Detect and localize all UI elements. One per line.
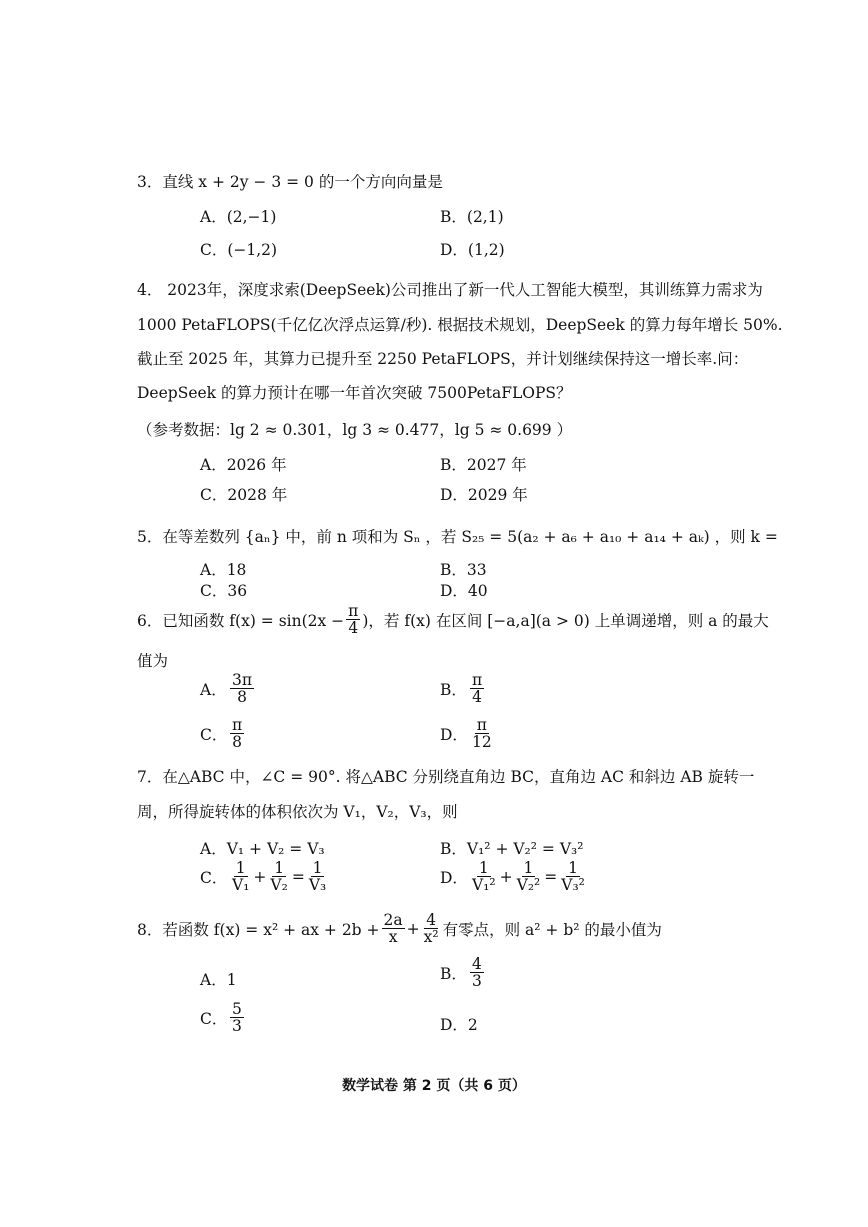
fraction-numerator: π bbox=[348, 602, 359, 620]
q6-option-a bbox=[200, 672, 256, 706]
q8-stem-pre: 8．若函数 f(x) = x² + ax + 2b + bbox=[137, 920, 380, 939]
q4-option-d: D．2029 年 bbox=[440, 486, 528, 504]
q5-option-a: A．18 bbox=[200, 561, 247, 579]
fraction-denominator: V₃ bbox=[308, 876, 327, 895]
q8-option-a: A．1 bbox=[200, 971, 237, 989]
q8-option-c bbox=[200, 1001, 246, 1035]
q8-stem-post: 有零点，则 a² + b² 的最小值为 bbox=[442, 920, 662, 939]
fraction-denominator: 12 bbox=[472, 733, 492, 752]
fraction-denominator: V₂² bbox=[516, 876, 541, 895]
fraction-numerator: π bbox=[472, 671, 483, 689]
option-fraction bbox=[470, 860, 498, 894]
q5-option-c: C．36 bbox=[200, 582, 248, 600]
option-fraction bbox=[230, 717, 244, 751]
fraction-numerator: π bbox=[232, 716, 243, 734]
fraction-denominator: 4 bbox=[472, 688, 483, 707]
q7-option-a: A．V₁ + V₂ = V₃ bbox=[200, 840, 325, 858]
fraction-denominator: 8 bbox=[237, 688, 247, 707]
plus-sign: + bbox=[406, 919, 420, 938]
fraction-denominator: V₁ bbox=[232, 876, 250, 895]
option-label: D． bbox=[440, 868, 468, 887]
option-fraction bbox=[470, 717, 494, 751]
fraction-denominator: x² bbox=[423, 928, 439, 947]
q4-option-b: B．2027 年 bbox=[440, 456, 527, 474]
q8-option-b bbox=[440, 956, 486, 990]
q4-line-4: DeepSeek 的算力预计在哪一年首次突破 7500PetaFLOPS？ bbox=[137, 384, 572, 402]
option-fraction bbox=[559, 860, 587, 894]
option-label: D． bbox=[440, 725, 468, 744]
q5-option-d: D．40 bbox=[440, 582, 488, 600]
q6-option-d bbox=[440, 717, 496, 751]
fraction-denominator: 4 bbox=[348, 619, 359, 638]
q6-stem-post: )，若 f(x) 在区间 [−a,a](a > 0) 上单调递增，则 a 的最大 bbox=[362, 611, 769, 630]
fraction-denominator: V₁² bbox=[472, 876, 496, 895]
equals-sign: = bbox=[544, 867, 558, 886]
fraction-numerator: 5 bbox=[232, 1000, 242, 1018]
q5-stem: 5．在等差数列 {aₙ} 中，前 n 项和为 Sₙ ，若 S₂₅ = 5(a₂ + a₆ + a₁₀ + a₁₄ + aₖ) ，则 k = bbox=[137, 528, 778, 546]
plus-sign: + bbox=[499, 867, 513, 886]
option-fraction bbox=[230, 860, 251, 894]
q4-option-c: C．2028 年 bbox=[200, 486, 288, 504]
q6-option-b bbox=[440, 672, 486, 706]
q3-option-c: C．(−1,2) bbox=[200, 241, 278, 259]
fraction-denominator: 3 bbox=[472, 972, 482, 991]
q7-option-d bbox=[440, 860, 589, 894]
fraction-numerator: 4 bbox=[426, 911, 437, 929]
option-label: B． bbox=[440, 964, 467, 983]
q5-option-b: B．33 bbox=[440, 561, 487, 579]
option-fraction bbox=[230, 1001, 244, 1035]
option-label: C． bbox=[200, 1009, 228, 1028]
plus-sign: + bbox=[253, 867, 267, 886]
fraction-numerator: 2a bbox=[383, 911, 403, 929]
q3-option-d: D．(1,2) bbox=[440, 241, 505, 259]
fraction-denominator: 3 bbox=[232, 1017, 242, 1036]
fraction-numerator: 4 bbox=[472, 955, 482, 973]
option-fraction bbox=[230, 672, 254, 706]
q3-stem: 3．直线 x + 2y − 3 = 0 的一个方向向量是 bbox=[137, 173, 443, 191]
q4-line-2: 1000 PetaFLOPS(千亿亿次浮点运算/秒). 根据技术规划，DeepSeek 的算力每年增长 50%. bbox=[137, 316, 783, 334]
q4-line-1: 4． 2023年，深度求索(DeepSeek)公司推出了新一代人工智能大模型，其训练算力需求为 bbox=[137, 281, 763, 299]
fraction-numerator: 1 bbox=[312, 859, 323, 877]
q6-option-c bbox=[200, 717, 246, 751]
fraction-numerator: 1 bbox=[478, 859, 489, 877]
option-fraction bbox=[268, 860, 289, 894]
fraction-numerator: 1 bbox=[523, 859, 534, 877]
option-fraction bbox=[470, 956, 484, 990]
page-footer: 数学试卷 第 2 页（共 6 页） bbox=[342, 1078, 526, 1094]
q8-fraction-2 bbox=[422, 912, 441, 946]
q6-stem-fraction bbox=[346, 603, 360, 637]
fraction-denominator: x bbox=[388, 928, 398, 947]
q8-option-d: D．2 bbox=[440, 1016, 478, 1034]
q8-stem bbox=[137, 912, 662, 946]
fraction-numerator: π bbox=[476, 716, 487, 734]
option-label: A． bbox=[200, 680, 227, 699]
q4-reference-data: （参考数据：lg 2 ≈ 0.301，lg 3 ≈ 0.477，lg 5 ≈ 0.699 ） bbox=[137, 421, 573, 439]
option-label: C． bbox=[200, 725, 228, 744]
fraction-numerator: 1 bbox=[568, 859, 578, 877]
q6-stem-pre: 6．已知函数 f(x) = sin(2x − bbox=[137, 611, 345, 630]
fraction-numerator: 1 bbox=[235, 859, 246, 877]
option-fraction bbox=[470, 672, 484, 706]
equals-sign: = bbox=[291, 867, 305, 886]
q6-stem bbox=[137, 603, 769, 637]
fraction-denominator: 8 bbox=[232, 733, 243, 752]
q7-option-c bbox=[200, 860, 330, 894]
q3-option-a: A．(2,−1) bbox=[200, 208, 277, 226]
fraction-numerator: 3π bbox=[232, 671, 253, 689]
q7-line-1: 7．在△ABC 中，∠C = 90°. 将△ABC 分别绕直角边 BC，直角边 AC 和斜边 AB 旋转一 bbox=[137, 768, 755, 786]
fraction-denominator: V₂ bbox=[270, 876, 288, 895]
q3-option-b: B．(2,1) bbox=[440, 208, 504, 226]
option-label: B． bbox=[440, 680, 467, 699]
q4-line-3: 截止至 2025 年，其算力已提升至 2250 PetaFLOPS，并计划继续保持这一增长率.问： bbox=[137, 350, 749, 368]
q6-stem-line-2: 值为 bbox=[137, 652, 169, 670]
q4-option-a: A．2026 年 bbox=[200, 456, 287, 474]
q8-fraction-1 bbox=[382, 912, 405, 946]
option-fraction bbox=[307, 860, 328, 894]
fraction-numerator: 1 bbox=[274, 859, 285, 877]
fraction-denominator: V₃² bbox=[561, 876, 585, 895]
option-label: C． bbox=[200, 868, 228, 887]
q7-option-b: B．V₁² + V₂² = V₃² bbox=[440, 840, 584, 858]
option-fraction bbox=[515, 860, 543, 894]
q7-line-2: 周，所得旋转体的体积依次为 V₁，V₂，V₃，则 bbox=[137, 803, 458, 821]
